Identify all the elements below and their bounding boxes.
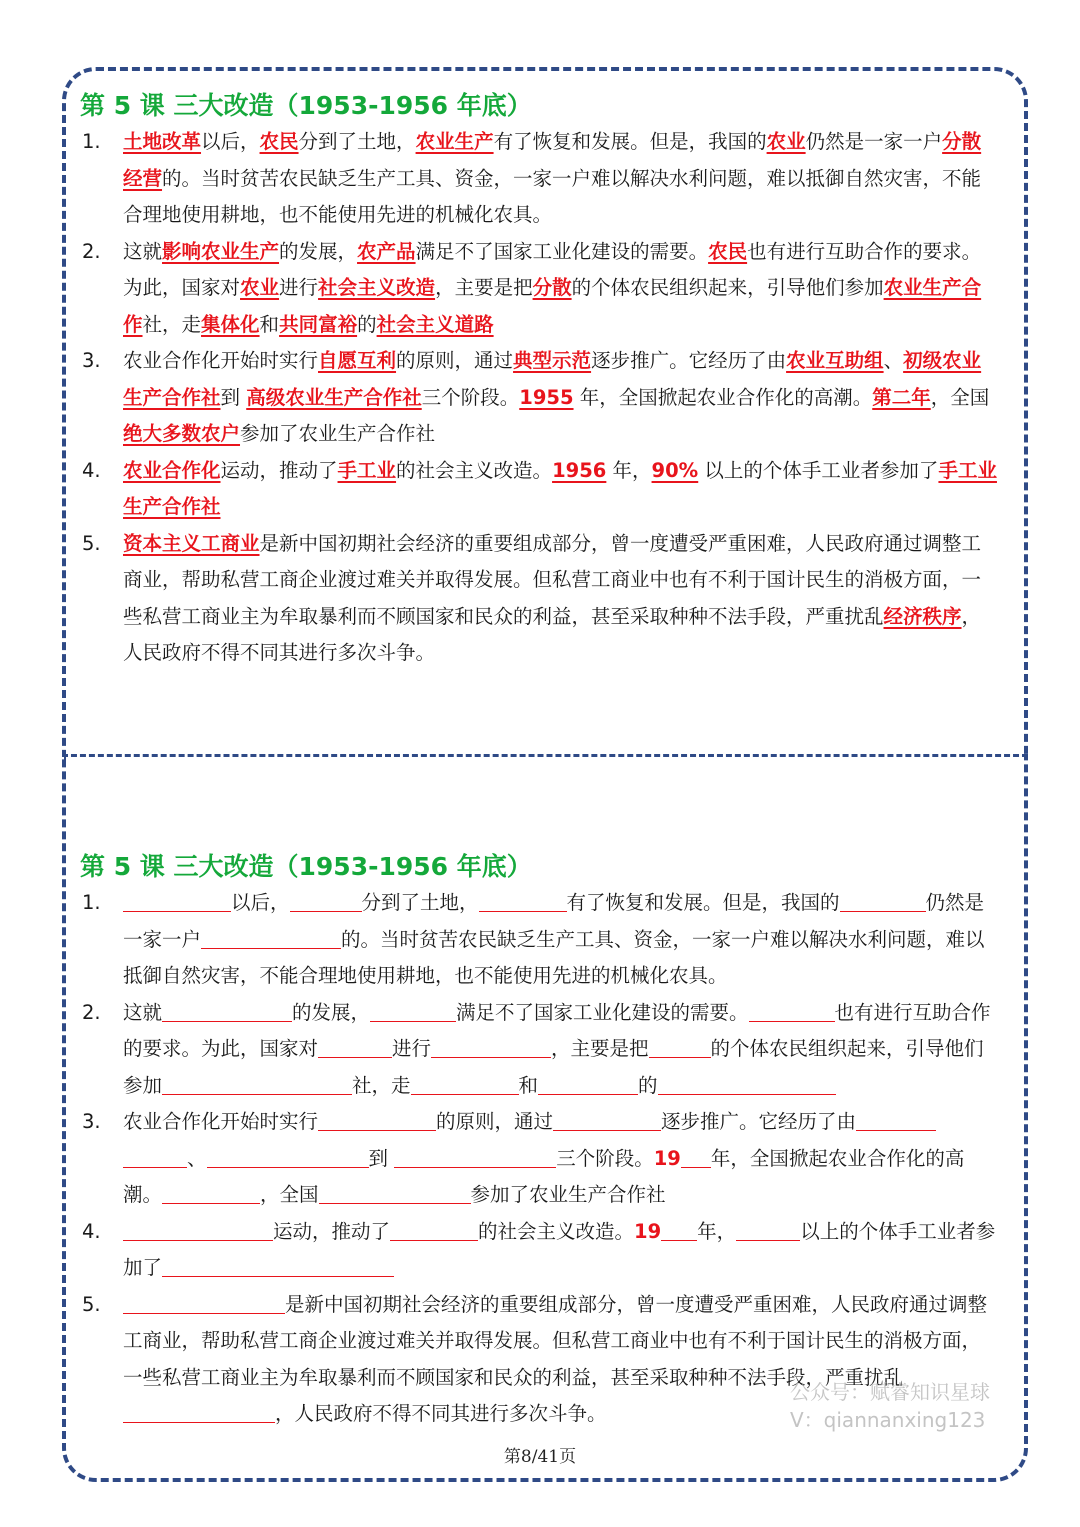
text-run: 逐步推广。它经历了由 <box>591 349 787 372</box>
item-text <box>123 124 1010 234</box>
text-run: 到 <box>220 385 247 409</box>
key-term: 典型示范 <box>513 349 592 372</box>
blank-line[interactable] <box>749 997 835 1022</box>
item-text <box>123 234 1010 344</box>
text-run: 以后， <box>201 130 260 153</box>
blank-line[interactable] <box>123 1289 285 1314</box>
red-hint: 19 <box>653 1146 681 1170</box>
text-run: 的发展， <box>292 1000 371 1024</box>
watermark-line1: 公众号：赋睿知识星球 <box>790 1380 990 1404</box>
text-run: 的个体农民组织起来，引导他们参加 <box>571 276 884 299</box>
key-term: 农业 <box>766 130 806 153</box>
key-term: 手工业生产合作社 <box>123 458 997 518</box>
text-run: 社，走 <box>352 1073 411 1097</box>
key-term: 社会主义改造 <box>318 276 436 299</box>
text-run: 的原则，通过 <box>396 349 514 372</box>
text-run: 进行 <box>392 1037 432 1060</box>
lesson-title: 第 5 课 三大改造（1953-1956 年底） <box>80 91 532 120</box>
blank-line[interactable] <box>123 1216 273 1241</box>
text-run: 也有进行互助合作的要求。为此，国家对 <box>123 1000 991 1060</box>
text-run: 年，全国掀起农业合作化的高潮。 <box>123 1146 965 1206</box>
blank-line[interactable] <box>370 997 456 1022</box>
text-run: 是新中国初期社会经济的重要组成部分，曾一度遭受严重困难，人民政府通过调整工商业，帮助私营工商企业渡过难关并取得发展。但私营工商业中也有不利于国计民生的消极方面，一些私营工商业主为牟取暴利而不顾国家和民众的利益，甚至采取种种不法手段，严重扰乱 <box>123 1292 988 1389</box>
text-run: 满足不了国家工业化建设的需要。 <box>415 239 709 263</box>
key-term: 土地改革 <box>123 130 202 153</box>
key-term: 农民 <box>259 130 299 153</box>
text-run: 这就 <box>123 1000 163 1024</box>
answer-item <box>80 234 1010 344</box>
text-run: 的原则，通过 <box>436 1110 554 1133</box>
key-term: 经济秩序 <box>883 604 962 628</box>
text-run: 运动，推动了 <box>220 458 338 482</box>
blank-line[interactable] <box>319 1179 471 1204</box>
key-term: 集体化 <box>201 312 260 336</box>
key-term: 农业互助组 <box>786 349 884 372</box>
text-run: ，主要是把 <box>551 1037 649 1060</box>
item-number: 1. <box>82 891 101 914</box>
text-run: 农业合作化开始时实行 <box>123 1110 319 1133</box>
text-run: 和 <box>518 1073 539 1097</box>
text-run: 年， <box>697 1219 737 1243</box>
blank-line[interactable] <box>162 1179 260 1204</box>
text-run: 年， <box>606 458 652 482</box>
text-run: 有了恢复和发展。但是，我国的 <box>493 130 767 153</box>
blank-line[interactable] <box>431 1033 551 1058</box>
answer-item <box>80 343 1010 453</box>
text-run: 的个体农民组织起来，引导他们参加 <box>123 1037 984 1097</box>
text-run: 仍然是一家一户 <box>123 891 985 951</box>
key-term: 社会主义道路 <box>376 312 494 336</box>
fill-in-section <box>80 847 1010 1433</box>
blank-line[interactable] <box>661 1216 697 1241</box>
blank-line[interactable] <box>162 997 292 1022</box>
key-term: 第二年 <box>872 385 931 409</box>
fill-in-item <box>80 1214 1010 1287</box>
text-run: 仍然是一家一户 <box>805 130 943 153</box>
item-number: 5. <box>82 1292 101 1316</box>
text-run: 年，全国掀起农业合作化的高潮。 <box>573 385 873 409</box>
text-run: 分到了土地， <box>361 891 479 914</box>
item-text <box>123 526 1010 672</box>
key-term: 农业生产 <box>415 130 494 153</box>
text-run: 到 <box>368 1146 395 1170</box>
blank-line[interactable] <box>538 1070 638 1095</box>
text-run: 三个阶段。 <box>556 1146 654 1170</box>
item-text <box>123 1104 1010 1214</box>
text-run: 三个阶段。 <box>421 385 520 409</box>
item-text <box>123 453 1010 526</box>
key-term: 绝大多数农户 <box>123 422 241 445</box>
blank-line[interactable] <box>162 1070 352 1095</box>
answer-item <box>80 526 1010 672</box>
text-run: 、 <box>883 349 904 372</box>
blank-line[interactable] <box>658 1070 836 1095</box>
answer-list <box>80 124 1010 672</box>
key-term: 资本主义工商业 <box>123 531 260 555</box>
item-text <box>123 1214 1010 1287</box>
item-number: 2. <box>82 1000 101 1024</box>
blank-line[interactable] <box>736 1216 800 1241</box>
key-term: 90% <box>651 458 699 482</box>
blank-line[interactable] <box>201 924 341 949</box>
item-number: 2. <box>82 239 101 263</box>
key-term: 共同富裕 <box>279 312 358 336</box>
item-number: 4. <box>82 1219 101 1243</box>
blank-line[interactable] <box>649 1033 711 1058</box>
item-number: 3. <box>82 349 101 372</box>
text-run: 逐步推广。它经历了由 <box>661 1110 857 1133</box>
blank-line[interactable] <box>123 1398 275 1423</box>
blank-line[interactable] <box>394 1143 556 1168</box>
answer-item <box>80 124 1010 234</box>
text-run: 的 <box>638 1073 658 1097</box>
text-run: 以上的个体手工业者参加了 <box>698 458 939 482</box>
key-term: 1955 <box>519 385 574 409</box>
text-run: 的。当时贫苦农民缺乏生产工具、资金，一家一户难以解决水利问题，难以抵御自然灾害，不能合理地使用耕地，也不能使用先进的机械化农具。 <box>123 166 982 226</box>
key-term: 高级农业生产合作社 <box>246 385 422 409</box>
text-run: 以上的个体手工业者参加了 <box>123 1219 996 1279</box>
fill-in-list <box>80 885 1010 1433</box>
text-run: ，全国 <box>260 1183 319 1206</box>
text-run: 的。当时贫苦农民缺乏生产工具、资金，一家一户难以解决水利问题，难以抵御自然灾害，不能合理地使用耕地，也不能使用先进的机械化农具。 <box>123 927 985 987</box>
watermark-line2: V：qiannanxing123 <box>790 1408 986 1432</box>
item-number: 1. <box>82 130 101 153</box>
text-run: ，人民政府不得不同其进行多次斗争。 <box>123 604 982 664</box>
item-number: 4. <box>82 458 101 482</box>
text-run: 的社会主义改造。 <box>478 1219 635 1243</box>
blank-line[interactable] <box>856 1106 936 1131</box>
text-run: 这就 <box>123 239 163 263</box>
lesson-title-2: 第 5 课 三大改造（1953-1956 年底） <box>80 852 532 881</box>
blank-line[interactable] <box>207 1143 369 1168</box>
key-term: 初级农业生产合作社 <box>123 349 982 409</box>
item-text <box>123 343 1010 453</box>
fill-in-item <box>80 1104 1010 1214</box>
blank-line[interactable] <box>553 1106 661 1131</box>
blank-line[interactable] <box>123 1143 187 1168</box>
blank-line[interactable] <box>123 887 231 912</box>
key-term: 分散经营 <box>123 130 982 190</box>
text-run: 和 <box>259 312 280 336</box>
blank-line[interactable] <box>411 1070 519 1095</box>
blank-line[interactable] <box>390 1216 478 1241</box>
text-run: 参加了农业生产合作社 <box>470 1183 666 1206</box>
text-run: 有了恢复和发展。但是，我国的 <box>566 891 840 914</box>
red-hint: 19 <box>634 1219 662 1243</box>
item-number: 5. <box>82 531 101 555</box>
key-term: 自愿互利 <box>318 349 397 372</box>
key-term: 手工业 <box>337 458 397 482</box>
key-term: 影响农业生产 <box>162 239 280 263</box>
answer-item <box>80 453 1010 526</box>
blank-line[interactable] <box>840 887 926 912</box>
text-run: 以后， <box>231 891 290 914</box>
item-text <box>123 995 1010 1105</box>
key-term: 农业生产合作 <box>123 276 982 336</box>
fill-in-item <box>80 995 1010 1105</box>
text-run: 也有进行互助合作的要求。为此，国家对 <box>123 239 982 299</box>
key-term: 农民 <box>708 239 748 263</box>
key-term: 农产品 <box>357 239 416 263</box>
blank-line[interactable] <box>479 887 567 912</box>
text-run: ，主要是把 <box>435 276 533 299</box>
fill-in-item <box>80 885 1010 995</box>
text-run: 的社会主义改造。 <box>396 458 553 482</box>
text-run: 满足不了国家工业化建设的需要。 <box>456 1000 749 1024</box>
text-run: 进行 <box>279 276 319 299</box>
key-term: 农业合作化 <box>123 458 221 482</box>
text-run: 运动，推动了 <box>273 1219 391 1243</box>
page-number: 第8/41页 <box>503 1447 577 1467</box>
key-term: 农业 <box>240 276 280 299</box>
blank-line[interactable] <box>318 1033 392 1058</box>
item-text <box>123 885 1010 995</box>
text-run: 是新中国初期社会经济的重要组成部分，曾一度遭受严重困难，人民政府通过调整工商业，帮助私营工商企业渡过难关并取得发展。但私营工商业中也有不利于国计民生的消极方面，一些私营工商业主为牟取暴利而不顾国家和民众的利益，甚至采取种种不法手段，严重扰乱 <box>123 531 982 628</box>
text-run: 的发展， <box>279 239 358 263</box>
text-run: 的 <box>357 312 377 336</box>
blank-line[interactable] <box>681 1143 711 1168</box>
text-run: 农业合作化开始时实行 <box>123 349 319 372</box>
blank-line[interactable] <box>290 887 362 912</box>
text-run: 社，走 <box>142 312 202 336</box>
blank-line[interactable] <box>318 1106 436 1131</box>
key-term: 分散 <box>532 276 572 299</box>
text-run: 分到了土地， <box>298 130 416 153</box>
blank-line[interactable] <box>162 1252 394 1277</box>
text-run: 、 <box>187 1146 207 1170</box>
text-run: 参加了农业生产合作社 <box>240 422 436 445</box>
text-run: ，人民政府不得不同其进行多次斗争。 <box>275 1402 607 1425</box>
item-number: 3. <box>82 1110 101 1133</box>
answer-section <box>80 86 1010 672</box>
text-run: ，全国 <box>930 385 990 409</box>
key-term: 1956 <box>552 458 607 482</box>
